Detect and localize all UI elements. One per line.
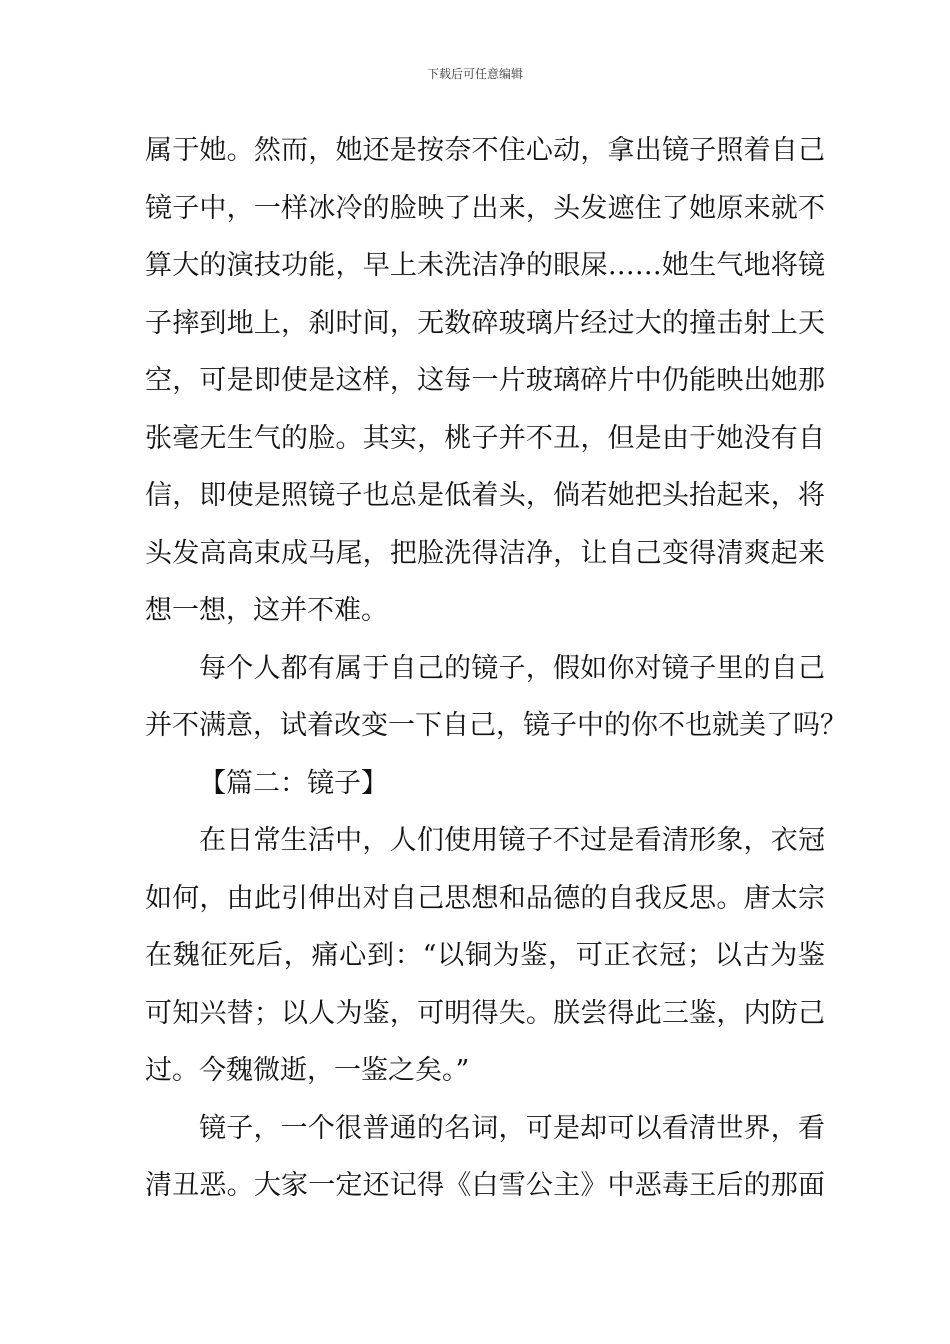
paragraph-line: 每个人都有属于自己的镜子，假如你对镜子里的自己 (199, 653, 825, 684)
paragraph-line: 在日常生活中，人们使用镜子不过是看清形象，衣冠 (199, 825, 825, 856)
paragraph-line: 想一想，这并不难。 (145, 595, 388, 626)
paragraph-line: 并不满意，试着改变一下自己，镜子中的你不也就美了吗？ (145, 710, 847, 741)
paragraph-line: 空，可是即使是这样，这每一片玻璃碎片中仍能映出她那 (145, 365, 825, 396)
paragraph-line: 镜子，一个很普通的名词，可是却可以看清世界，看 (199, 1113, 825, 1144)
page-header: 下载后可任意编辑 (426, 67, 523, 81)
paragraph-line: 算大的演技功能，早上未洗洁净的眼屎……她生气地将镜 (145, 250, 825, 281)
paragraph-line: 在魏征死后，痛心到：“以铜为鉴，可正衣冠；以古为鉴 (145, 940, 825, 971)
paragraph-line: 清丑恶。大家一定还记得《白雪公主》中恶毒王后的那面 (145, 1170, 825, 1201)
paragraph-line: 如何，由此引伸出对自己思想和品德的自我反思。唐太宗 (145, 883, 825, 914)
paragraph-line: 属于她。然而，她还是按奈不住心动，拿出镜子照着自己 (145, 135, 825, 166)
paragraph-line: 镜子中，一样冰冷的脸映了出来，头发遮住了她原来就不 (145, 193, 825, 224)
paragraph-line: 信，即使是照镜子也总是低着头，倘若她把头抬起来，将 (145, 480, 825, 511)
section-heading: 【篇二：镜子】 (199, 768, 388, 799)
paragraph-line: 张毫无生气的脸。其实，桃子并不丑，但是由于她没有自 (145, 423, 825, 454)
paragraph-line: 子摔到地上，刹时间，无数碎玻璃片经过大的撞击射上天 (145, 308, 825, 339)
paragraph-line: 头发高高束成马尾，把脸洗得洁净，让自己变得清爽起来 (145, 538, 825, 569)
paragraph-line: 过。今魏微逝，一鉴之矣。” (145, 1055, 470, 1086)
paragraph-line: 可知兴替；以人为鉴，可明得失。朕尝得此三鉴，内防己 (145, 998, 825, 1029)
